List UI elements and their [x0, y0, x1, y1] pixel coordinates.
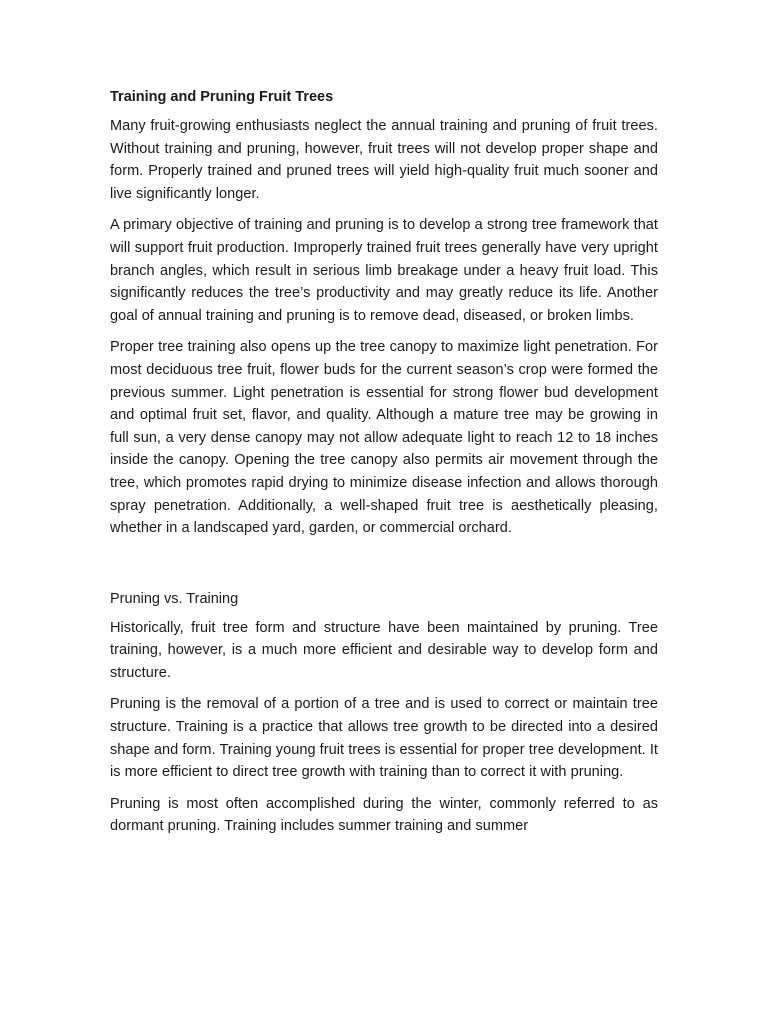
- document-title: Training and Pruning Fruit Trees: [110, 89, 334, 105]
- paragraph-dormant-pruning: Pruning is most often accomplished during the winter, commonly referred to as dormant pruning. Training includes summer training and summer: [110, 795, 658, 835]
- paragraph-intro: Many fruit-growing enthusiasts neglect the annual training and pruning of fruit trees. Without training and pruning, however, fruit trees will not develop proper shape and form. Properly trained and pruned trees will yield high-quality fruit much sooner and live significantly longer.: [110, 118, 658, 202]
- paragraph-pruning-definition: Pruning is the removal of a portion of a tree and is used to correct or maintain tree structure. Training is a practice that allows tree growth to be directed into a desired shape and form. Training young fruit trees is essential for proper tree development. It is more efficient to direct tree growth with training than to correct it with pruning.: [110, 696, 658, 781]
- paragraph-light-penetration: Proper tree training also opens up the tree canopy to maximize light penetration. For most deciduous tree fruit, flower buds for the current season’s crop were formed the previous summer. Light penetration is essential for strong flower bud development and optimal fruit set, flavor, and quality. Although a mature tree may be growing in full sun, a very dense canopy may not allow adequate light to reach 12 to 18 inches inside the canopy. Opening the tree canopy also permits air movement through the tree, which promotes rapid drying to minimize disease infection and allows thorough spray penetration. Additionally, a well-shaped fruit tree is aesthetically pleasing, whether in a landscaped yard, garden, or commercial orchard.: [110, 339, 658, 537]
- paragraph-objective: A primary objective of training and pruning is to develop a strong tree framework that will support fruit production. Improperly trained fruit trees generally have very upright branch angles, which result in serious limb breakage under a heavy fruit load. This significantly reduces the tree’s productivity and may greatly reduce its life. Another goal of annual training and pruning is to remove dead, diseased, or broken limbs.: [110, 217, 658, 324]
- document-page: [110, 86, 658, 1024]
- paragraph-history: Historically, fruit tree form and structure have been maintained by pruning. Tree training, however, is a much more efficient and desirable way to develop form and structure.: [110, 619, 658, 681]
- section-heading-pruning-vs-training: Pruning vs. Training: [110, 590, 239, 607]
